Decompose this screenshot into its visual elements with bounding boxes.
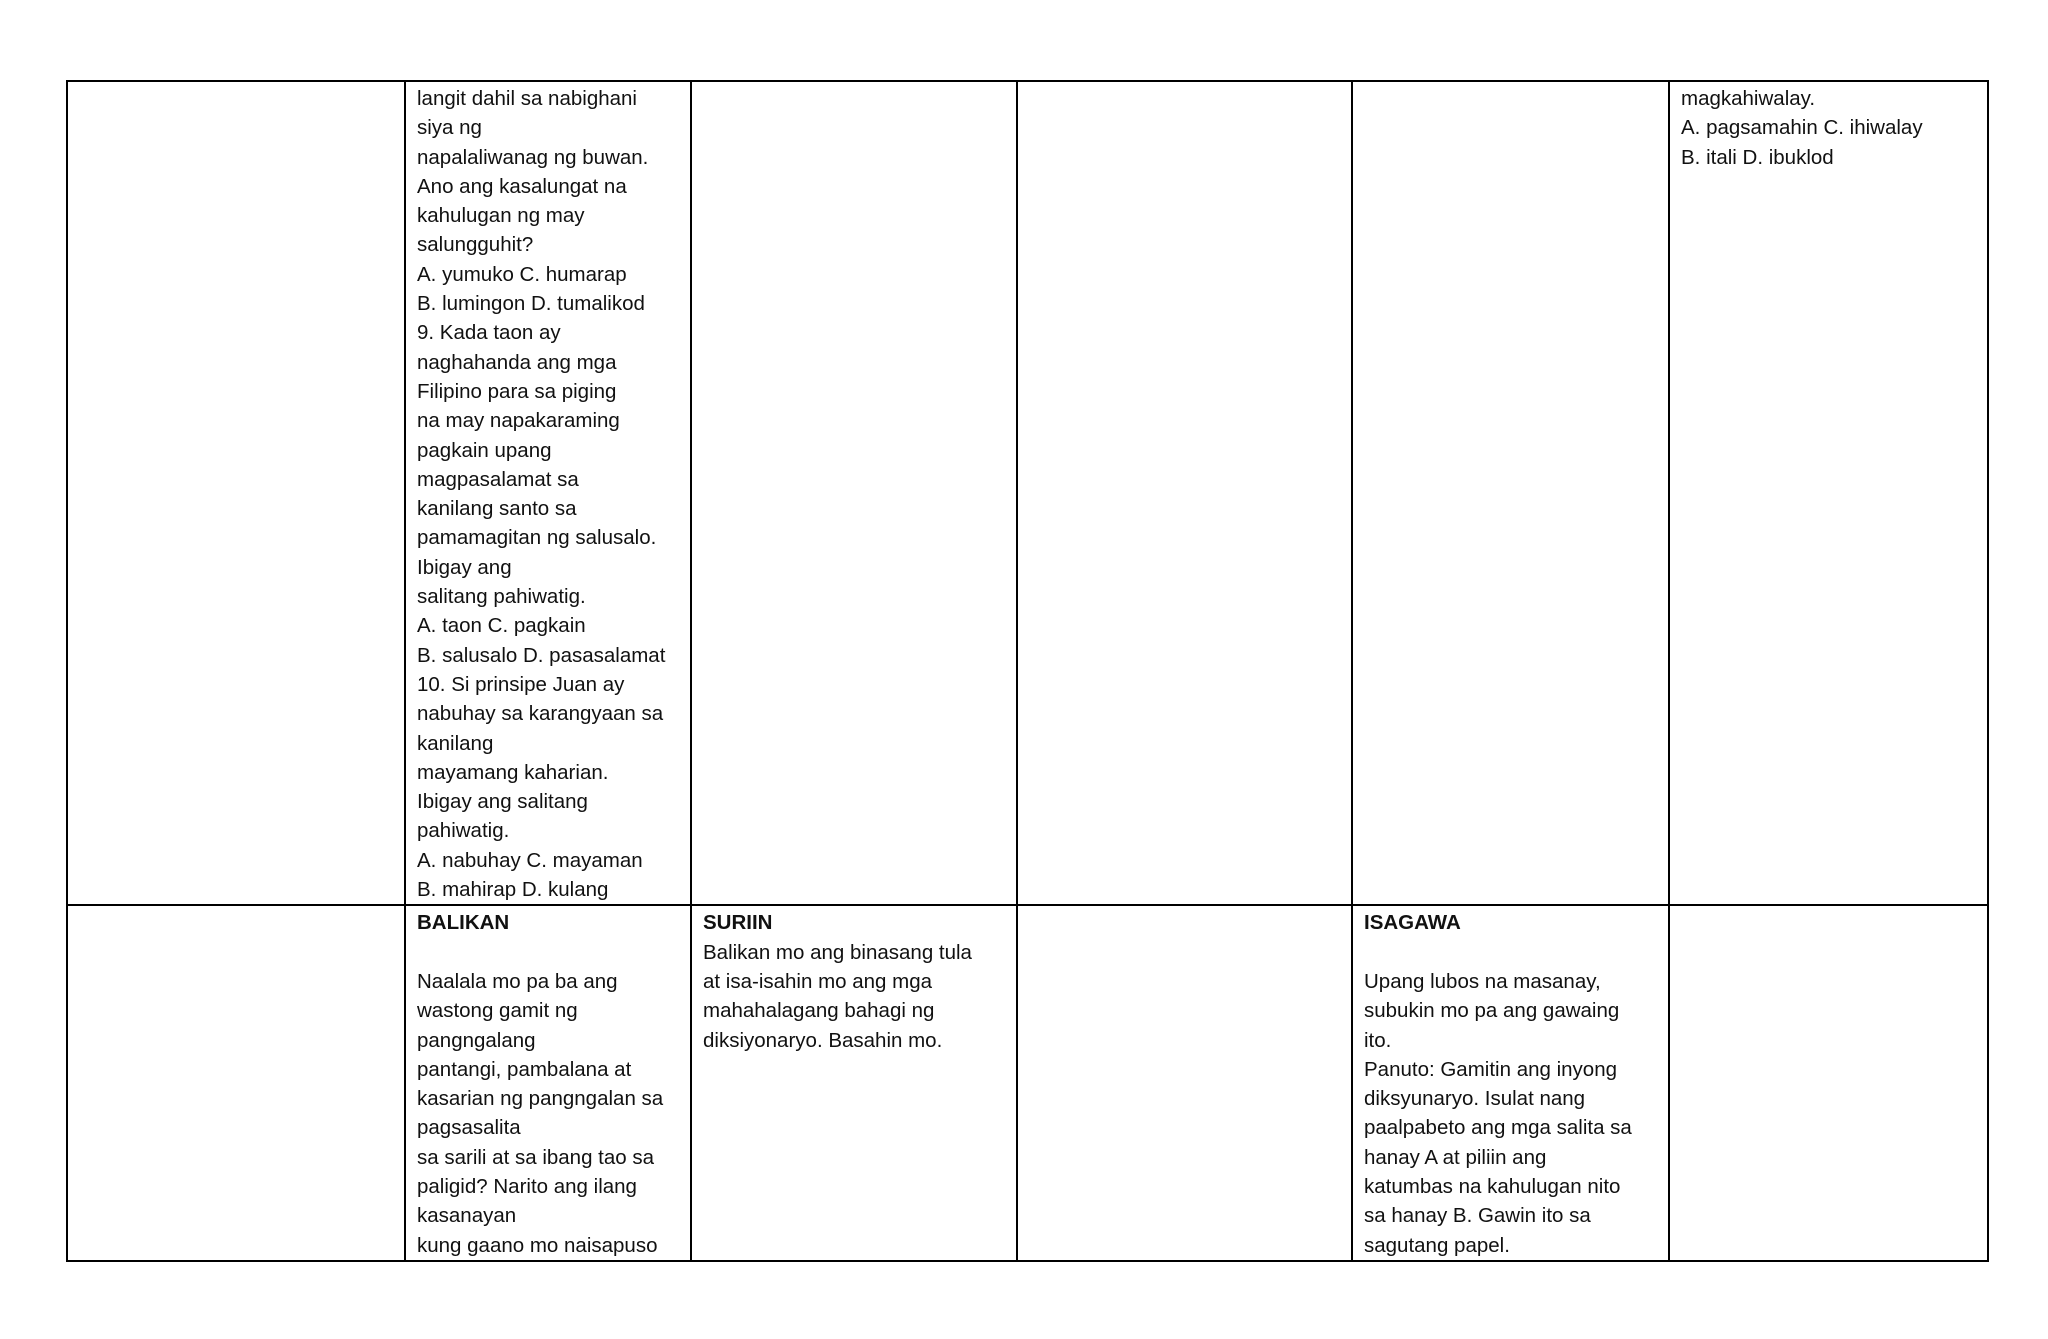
table-cell-empty <box>1352 81 1669 905</box>
table-cell-empty <box>1017 905 1352 1261</box>
isagawa-heading: ISAGAWA <box>1364 911 1461 935</box>
table-cell-balikan <box>405 905 691 1261</box>
lesson-plan-table <box>66 80 1989 1262</box>
table-cell-empty <box>1669 905 1988 1261</box>
table-cell-empty <box>1017 81 1352 905</box>
table-cell-empty <box>691 81 1017 905</box>
table-cell-empty <box>67 905 405 1261</box>
table-cell-empty <box>67 81 405 905</box>
table-row <box>67 905 1988 1261</box>
questions-text: langit dahil sa nabighani siya ng napalaliwanag ng buwan. Ano ang kasalungat na kahulugan ng may salungguhit? A. yumuko C. humarap B. lumingon D. tumalikod 9. Kada taon ay naghahanda ang mga Filipino para sa piging na may napakaraming pagkain upang magpasalamat sa kanilang santo sa pamamagitan ng salusalo. Ibigay ang salitang pahiwatig. A. taon C. pagkain B. salusalo D. pasasalamat 10. Si prinsipe Juan ay nabuhay sa karangyaan sa kanilang mayamang kaharian. Ibigay ang salitang pahiwatig. A. nabuhay C. mayaman B. mahirap D. kulang <box>417 87 666 902</box>
balikan-heading: BALIKAN <box>417 911 510 935</box>
answer-choices-text: magkahiwalay. A. pagsamahin C. ihiwalay B. itali D. ibuklod <box>1681 87 1923 169</box>
isagawa-body: Upang lubos na masanay, subukin mo pa ang gawaing ito. Panuto: Gamitin ang inyong diksyunaryo. Isulat nang paalpabeto ang mga salita sa hanay A at piliin ang katumbas na kahulugan nito sa hanay B. Gawin ito sa sagutang papel. <box>1364 969 1632 1257</box>
suriin-heading: SURIIN <box>703 911 773 935</box>
table-cell-questions <box>405 81 691 905</box>
table-cell-answers <box>1669 81 1988 905</box>
suriin-body: Balikan mo ang binasang tula at isa-isahin mo ang mga mahahalagang bahagi ng diksiyonaryo. Basahin mo. <box>703 940 972 1052</box>
table-cell-suriin <box>691 905 1017 1261</box>
balikan-body: Naalala mo pa ba ang wastong gamit ng pangngalang pantangi, pambalana at kasarian ng pangngalan sa pagsasalita sa sarili at sa ibang tao sa paligid? Narito ang ilang kasanayan kung gaano mo naisapuso <box>417 969 664 1257</box>
table-row <box>67 81 1988 905</box>
table-cell-isagawa <box>1352 905 1669 1261</box>
